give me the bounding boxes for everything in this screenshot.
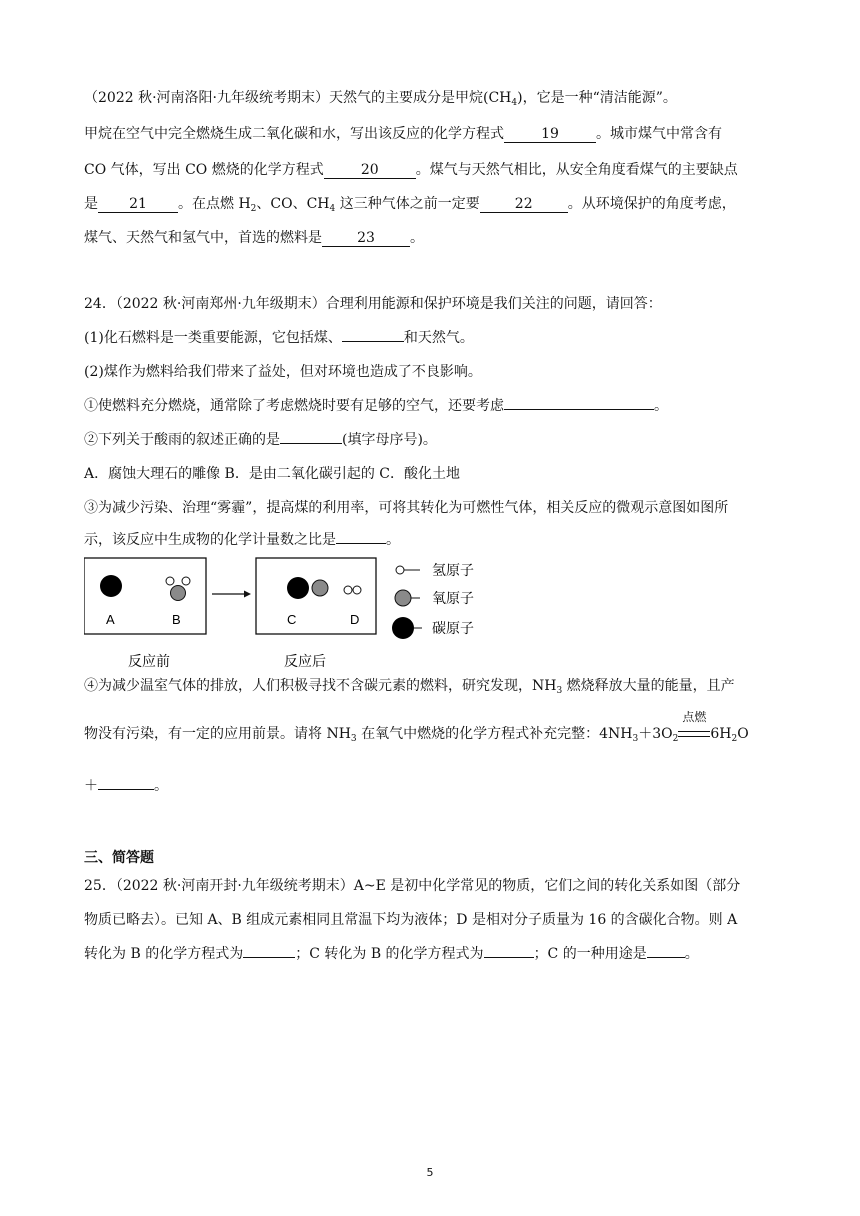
q25-line-2: 物质已略去）。已知 A、B 组成元素相同且常温下均为液体；D 是相对分子质量为 16 的含碳化合物。则 A [84, 912, 738, 928]
answer-blank-22[interactable]: 22 [480, 196, 568, 213]
before-box [84, 558, 206, 634]
answer-blank-c-use[interactable] [647, 957, 685, 958]
q24-sub1: ①使燃料充分燃烧，通常除了考虑燃烧时要有足够的空气，还要考虑 。 [84, 398, 668, 414]
hydrogen-atom-d2 [353, 586, 361, 594]
legend-oxygen-label: 氧原子 [432, 591, 474, 607]
q24-part2: (2)煤作为燃料给我们带来了益处，但对环境也造成了不良影响。 [84, 364, 482, 380]
legend-hydrogen-label: 氢原子 [432, 563, 474, 579]
q24-options: A．腐蚀大理石的雕像 B．是由二氧化碳引起的 C．酸化土地 [84, 466, 461, 482]
q23-line-2: 甲烷在空气中完全燃烧生成二氧化碳和水，写出该反应的化学方程式 19 。城市煤气中常含有 [84, 126, 722, 142]
answer-blank-23[interactable]: 23 [322, 230, 410, 247]
answer-blank-c-to-b[interactable] [484, 957, 534, 958]
legend-carbon-icon [392, 617, 414, 639]
oxygen-atom-b [171, 586, 186, 601]
q24-sub2: ②下列关于酸雨的叙述正确的是 (填字母序号)。 [84, 432, 437, 448]
label-b: B [172, 612, 181, 627]
label-d: D [350, 612, 360, 627]
carbon-atom-c [287, 577, 309, 599]
answer-blank-20[interactable]: 20 [324, 162, 416, 179]
arrow-head [244, 591, 251, 598]
legend-oxygen-icon [395, 590, 411, 606]
q24-sub4: ④为减少温室气体的排放，人们积极寻找不含碳元素的燃料，研究发现，$NH_3$ 燃烧释放大量的能量，且产 [84, 678, 735, 696]
q23-line-1: （2022 秋·河南洛阳·九年级统考期末）天然气的主要成分是甲烷$(CH_4)$，它是一种“清洁能源”。 [84, 90, 677, 108]
answer-blank-combustion[interactable] [504, 409, 654, 410]
reaction-condition: 点燃 [678, 724, 710, 744]
q24-title: 24．（2022 秋·河南郑州·九年级期末）合理利用能源和保护环境是我们关注的问题，请回答： [84, 296, 662, 312]
answer-blank-ratio[interactable] [336, 543, 386, 544]
q25-line-3: 转化为 B 的化学方程式为 ；C 转化为 B 的化学方程式为 ；C 的一种用途是 。 [84, 946, 699, 962]
q24-sub3: ③为减少污染、治理“雾霾”，提高煤的利用率，可将其转化为可燃性气体，相关反应的微观示意图如图所 [84, 500, 729, 516]
q23-line-4: 是 21 。在点燃 $H_2$、CO、$CH_4$ 这三种气体之前一定要 22 。从环境保护的角度考虑， [84, 196, 736, 214]
legend-hydrogen-icon [396, 566, 404, 574]
answer-blank-acid-rain[interactable] [280, 443, 342, 444]
q25-line-1: 25．（2022 秋·河南开封·九年级统考期末）A~E 是初中化学常见的物质，它们之间的转化关系如图（部分 [84, 878, 741, 894]
legend-carbon-label: 碳原子 [432, 621, 474, 637]
hydrogen-atom-b2 [182, 577, 190, 585]
q24-sub3-cont: 示，该反应中生成物的化学计量数之比是 。 [84, 532, 400, 548]
page-number: 5 [426, 1166, 434, 1179]
label-a: A [106, 612, 115, 627]
hydrogen-atom-d1 [344, 586, 352, 594]
caption-after: 反应后 [284, 654, 326, 670]
oxygen-atom-c [312, 580, 328, 596]
answer-blank-21[interactable]: 21 [98, 196, 178, 213]
q24-sub4-equation: 物没有污染，有一定的应用前景。请将 $NH_3$ 在氧气中燃烧的化学方程式补充完整：$4NH_3+3O_2$ 点燃 $6H_2O$ [84, 710, 749, 744]
answer-blank-product[interactable] [98, 789, 154, 790]
section-heading: 三、简答题 [84, 850, 154, 866]
label-c: C [287, 612, 297, 627]
answer-blank-a-to-b[interactable] [243, 957, 295, 958]
q23-line-5: 煤气、天然气和氢气中，首选的燃料是 23 。 [84, 230, 424, 246]
answer-blank-fossil-fuel[interactable] [342, 341, 404, 342]
q23-line-3: CO 气体，写出 CO 燃烧的化学方程式 20 。煤气与天然气相比，从安全角度看煤气的主要缺点 [84, 162, 738, 178]
q24-sub4-cont: ＋ 。 [84, 778, 168, 794]
caption-before: 反应前 [128, 654, 170, 670]
atom-legend [392, 558, 502, 642]
carbon-atom-a [100, 575, 122, 597]
q24-part1: (1)化石燃料是一类重要能源，它包括煤、 和天然气。 [84, 330, 474, 346]
answer-blank-19[interactable]: 19 [504, 126, 596, 143]
hydrogen-atom-b1 [166, 577, 174, 585]
